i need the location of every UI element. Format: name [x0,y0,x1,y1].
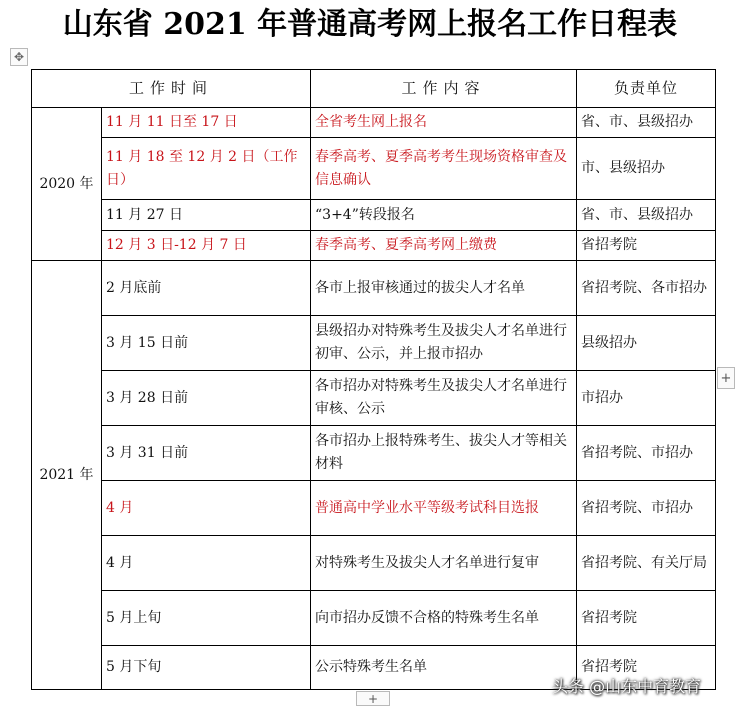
content-cell: 各市上报审核通过的拔尖人才名单 [311,261,577,316]
table-move-handle-icon[interactable]: ✥ [10,48,28,66]
table-row [32,261,716,316]
time-cell: 4 月 [102,481,311,536]
table-row [32,200,716,231]
time-cell: 2 月底前 [102,261,311,316]
content-cell: 向市招办反馈不合格的特殊考生名单 [311,591,577,646]
table-row [32,138,716,200]
unit-cell: 省招考院、市招办 [577,481,716,536]
unit-cell: 省招考院 [577,646,716,690]
header-content: 工作内容 [311,70,577,108]
unit-cell: 省、市、县级招办 [577,108,716,138]
unit-cell: 省招考院、市招办 [577,426,716,481]
schedule-table [31,69,716,690]
content-cell: 各市招办对特殊考生及拔尖人才名单进行审核、公示 [311,371,577,426]
time-cell: 4 月 [102,536,311,591]
content-cell: 普通高中学业水平等级考试科目选报 [311,481,577,536]
unit-cell: 省招考院、有关厅局 [577,536,716,591]
time-cell: 5 月下旬 [102,646,311,690]
time-cell: 3 月 15 日前 [102,316,311,371]
add-column-button[interactable]: + [717,367,735,389]
time-cell: 5 月上旬 [102,591,311,646]
table-row [32,481,716,536]
table-row [32,536,716,591]
content-cell: 公示特殊考生名单 [311,646,577,690]
content-cell: 对特殊考生及拔尖人才名单进行复审 [311,536,577,591]
unit-cell: 市、县级招办 [577,138,716,200]
table-header-row [32,70,716,108]
unit-cell: 市招办 [577,371,716,426]
table-row [32,231,716,261]
year-cell-2020: 2020 年 [32,108,102,261]
watermark-text: 头条 @山东中育教育 [552,677,702,696]
header-unit: 负责单位 [577,70,716,108]
content-cell: 春季高考、夏季高考考生现场资格审查及信息确认 [311,138,577,200]
table-row [32,108,716,138]
table-row [32,591,716,646]
content-cell: 各市招办上报特殊考生、拔尖人才等相关材料 [311,426,577,481]
unit-cell: 省、市、县级招办 [577,200,716,231]
time-cell: 11 月 27 日 [102,200,311,231]
time-cell: 3 月 31 日前 [102,426,311,481]
unit-cell: 省招考院 [577,231,716,261]
table-row [32,426,716,481]
content-cell: 全省考生网上报名 [311,108,577,138]
time-cell: 3 月 28 日前 [102,371,311,426]
time-cell: 11 月 11 日至 17 日 [102,108,311,138]
table-row [32,371,716,426]
table-row [32,316,716,371]
header-time: 工作时间 [32,70,311,108]
year-cell-2021: 2021 年 [32,261,102,690]
add-row-button[interactable]: + [356,691,390,706]
content-cell: 春季高考、夏季高考网上缴费 [311,231,577,261]
time-cell: 12 月 3 日-12 月 7 日 [102,231,311,261]
unit-cell: 省招考院 [577,591,716,646]
content-cell: 县级招办对特殊考生及拔尖人才名单进行初审、公示，并上报市招办 [311,316,577,371]
page-title: 山东省 2021 年普通高考网上报名工作日程表 [62,7,678,42]
content-cell: “3+4”转段报名 [311,200,577,231]
time-cell: 11 月 18 至 12 月 2 日（工作日） [102,138,311,200]
unit-cell: 省招考院、各市招办 [577,261,716,316]
unit-cell: 县级招办 [577,316,716,371]
